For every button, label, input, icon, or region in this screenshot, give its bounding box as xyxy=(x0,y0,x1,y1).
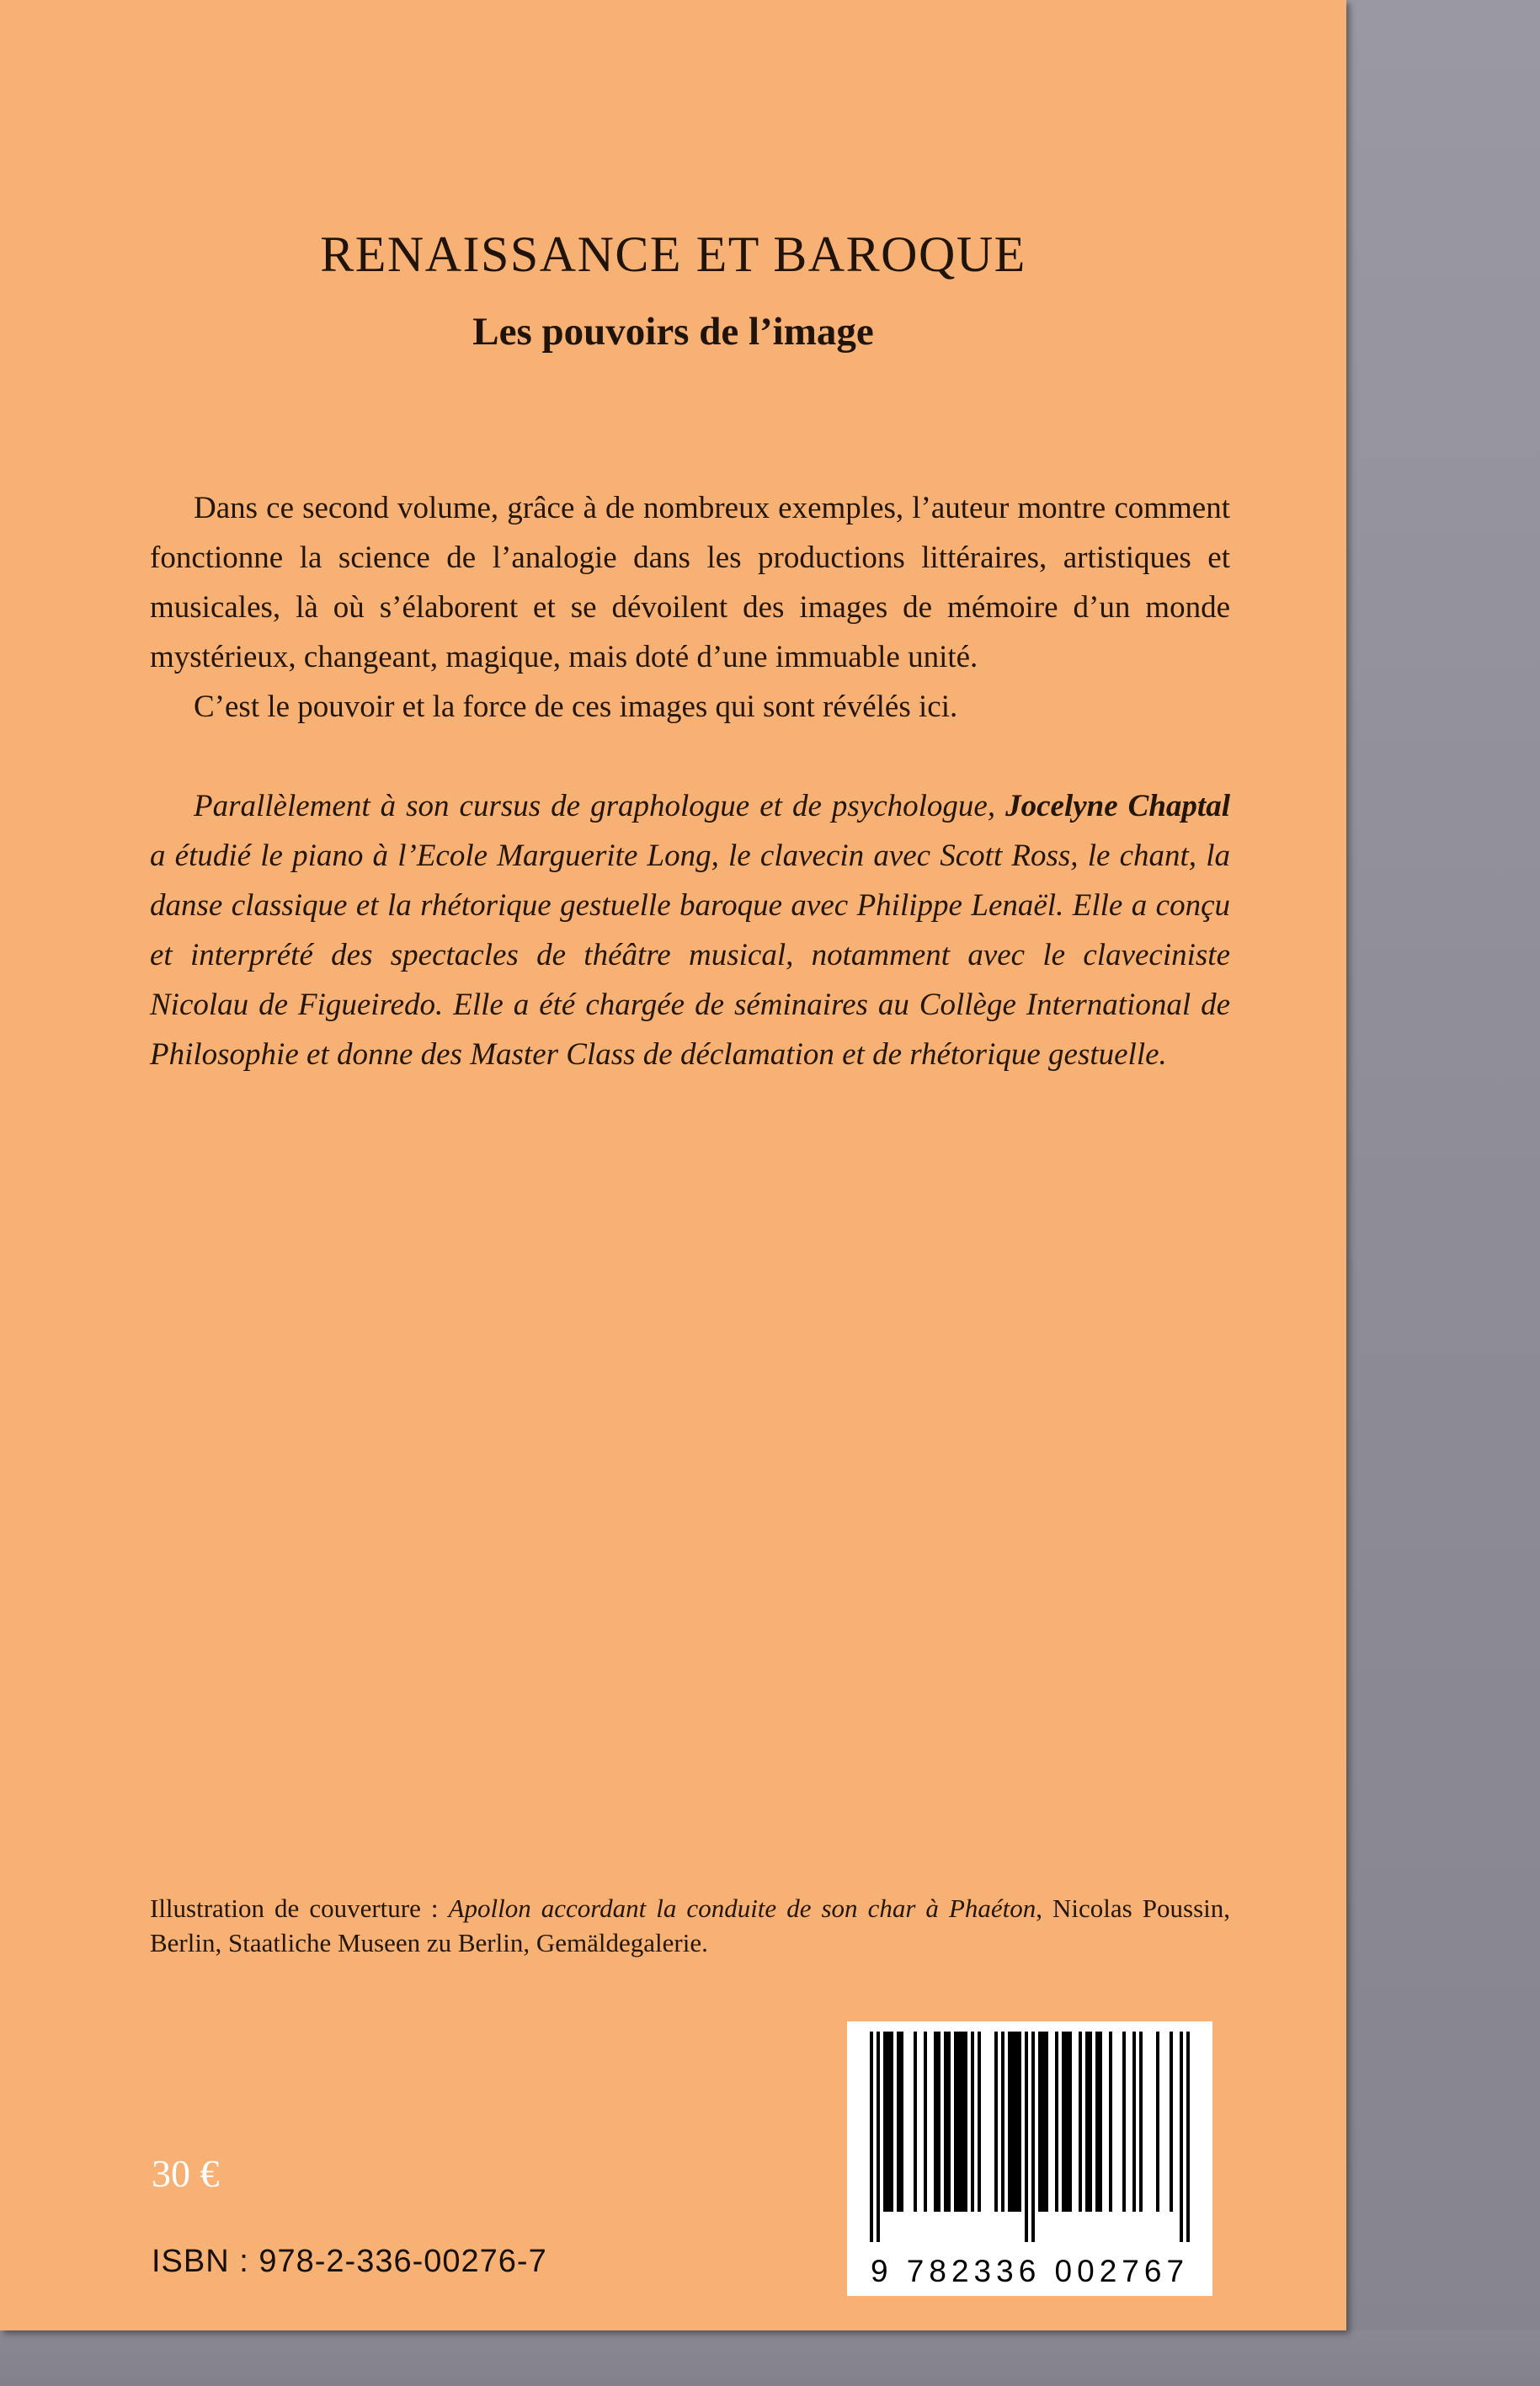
credit-prefix: Illustration de couverture : xyxy=(150,1893,449,1923)
barcode-bar xyxy=(964,2032,967,2212)
barcode-bar xyxy=(890,2032,893,2212)
author-name: Jocelyne Chaptal xyxy=(1005,789,1230,823)
barcode-bar xyxy=(978,2032,981,2212)
synopsis xyxy=(150,483,1230,732)
barcode-bar xyxy=(1031,2032,1035,2242)
illustration-credit xyxy=(150,1891,1230,1960)
barcode-bar xyxy=(1139,2032,1143,2212)
barcode-bar xyxy=(1122,2032,1126,2212)
backdrop-right xyxy=(1346,0,1540,2386)
barcode-bar xyxy=(924,2032,927,2212)
barcode-bar xyxy=(1132,2032,1136,2212)
author-bio xyxy=(150,781,1230,1079)
barcode-bar xyxy=(877,2032,880,2242)
barcode-bar xyxy=(1018,2032,1021,2212)
barcode-bar xyxy=(900,2032,903,2212)
barcode-bar xyxy=(1079,2032,1082,2212)
synopsis-paragraph: Dans ce second volume, grâce à de nombreux exemples, l’auteur montre comment fonctionne la science de l’analogie dans les productions littéraires, artistiques et musicales, là où s’élaborent et se dévoilent des images de mémoire d’un monde mystérieux, changeant, magique, mais doté d’une immuable unité. xyxy=(150,491,1230,674)
isbn-label: ISBN : 978-2-336-00276-7 xyxy=(152,2244,547,2279)
barcode-bar xyxy=(947,2032,951,2212)
barcode-bar xyxy=(1001,2032,1004,2212)
price-label: 30 € xyxy=(152,2152,220,2195)
barcode-bar xyxy=(1109,2032,1112,2212)
book-title: RENAISSANCE ET BAROQUE xyxy=(320,226,1026,282)
barcode-bar xyxy=(1180,2032,1183,2242)
credit-suffix: , Nicolas Poussin, Berlin, Staatliche Museen zu Berlin, Gemäldegalerie. xyxy=(150,1893,1230,1957)
barcode-bar xyxy=(870,2032,873,2242)
barcode-bar xyxy=(1025,2032,1028,2242)
barcode-bar xyxy=(1099,2032,1102,2212)
barcode-bar xyxy=(1170,2032,1173,2212)
backdrop-bottom xyxy=(0,2330,1540,2386)
barcode-bar xyxy=(1045,2032,1048,2212)
barcode-bar xyxy=(1156,2032,1159,2212)
barcode-bar xyxy=(994,2032,998,2212)
barcode xyxy=(847,2021,1212,2296)
barcode-bar xyxy=(937,2032,941,2212)
book-subtitle: Les pouvoirs de l’image xyxy=(472,310,874,354)
barcode-number: 9 782336 002767 xyxy=(870,2254,1190,2288)
barcode-bar xyxy=(1089,2032,1092,2212)
synopsis-closing-line: C’est le pouvoir et la force de ces images qui sont révélés ici. xyxy=(194,690,958,724)
barcode-bar xyxy=(1186,2032,1190,2242)
barcode-bar xyxy=(1055,2032,1058,2212)
artwork-title: Apollon accordant la conduite de son char à Phaéton xyxy=(448,1893,1036,1923)
bio-rest: a étudié le piano à l’Ecole Marguerite Long, le clavecin avec Scott Ross, le chant, la danse classique et la rhétorique gestuelle baroque avec Philippe Lenaël. Elle a conçu et interprété des spectacles de théâtre musical, notamment avec le claveciniste Nicolau de Figueiredo. Elle a été chargée de séminaires au Collège International de Philosophie et donne des Master Class de déclamation et de rhétorique gestuelle. xyxy=(150,839,1230,1072)
barcode-bars xyxy=(870,2032,1190,2242)
bio-lead: Parallèlement à son cursus de graphologue et de psychologue, xyxy=(194,789,1006,823)
barcode-bar xyxy=(1068,2032,1072,2212)
bio-paragraph xyxy=(150,781,1230,1079)
barcode-bar xyxy=(971,2032,974,2212)
barcode-bar xyxy=(914,2032,917,2212)
